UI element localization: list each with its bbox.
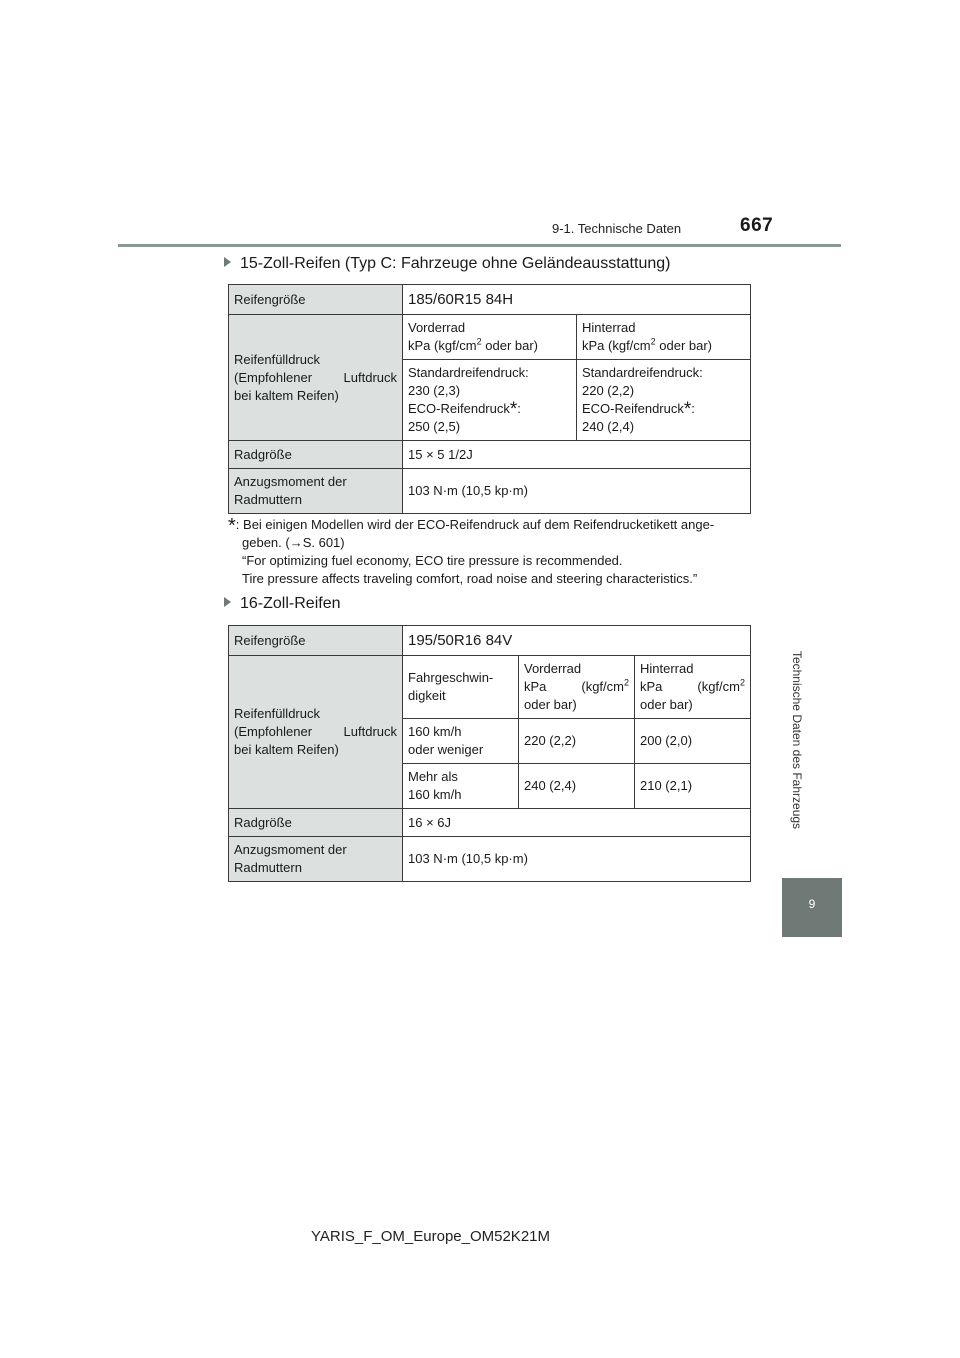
torque-label-line: Radmuttern [234, 492, 302, 507]
pressure-label [229, 315, 403, 441]
speed-value-line: 160 km/h [408, 724, 462, 739]
wheel-size-label: Radgröße [229, 441, 403, 469]
section-heading-15-inch [224, 255, 670, 273]
front-wheel-header-line: Vorderrad [408, 320, 466, 335]
eco-pressure-value: 240 (2,4) [582, 419, 635, 434]
page-number: 667 [740, 215, 774, 236]
triangle-bullet-icon [224, 257, 231, 267]
front-pressure-value: 220 (2,2) [519, 719, 635, 764]
wheel-size-value: 15 × 5 1/2J [403, 441, 751, 469]
colon: : [517, 401, 521, 416]
rear-wheel-header-line: oder bar) [640, 697, 693, 712]
pressure-label-line: (Empfohlener Luftdruck [234, 369, 397, 385]
speed-value [403, 719, 519, 764]
side-tab-label: Technische Daten des Fahrzeugs [790, 650, 804, 830]
front-wheel-header-unit-tail: oder bar) [481, 338, 539, 353]
torque-label-line: Radmuttern [234, 860, 302, 875]
table-row [229, 837, 751, 882]
torque-label-line: Anzugsmoment der [234, 474, 347, 489]
asterisk-marker: * [683, 399, 692, 420]
torque-value: 103 N·m (10,5 kp·m) [403, 469, 751, 514]
speed-value [403, 764, 519, 809]
superscript: 2 [650, 336, 656, 347]
table-row [229, 626, 751, 656]
footnote-asterisk: * [228, 515, 236, 537]
front-wheel-header [403, 315, 577, 360]
rear-wheel-header [635, 656, 751, 719]
footnote-line: geben. (→S. 601) [242, 535, 345, 550]
eco-pressure-label [582, 400, 745, 418]
tire-spec-table-16-inch [228, 625, 751, 882]
front-wheel-header-unit [524, 678, 629, 696]
header-divider [118, 244, 841, 247]
table-row [229, 315, 751, 360]
footnote-line: “For optimizing fuel economy, ECO tire pressure is recommended. [242, 553, 623, 568]
pressure-label-line: bei kaltem Reifen) [234, 742, 339, 757]
asterisk-marker: * [509, 399, 518, 420]
rear-wheel-header [577, 315, 751, 360]
speed-header-line: digkeit [408, 688, 446, 703]
standard-pressure-label: Standardreifendruck: [582, 365, 703, 380]
rear-wheel-header-unit-tail: oder bar) [655, 338, 713, 353]
section-heading-text: 16-Zoll-Reifen [240, 595, 341, 612]
superscript: 2 [623, 677, 629, 688]
pressure-label-line: (Empfohlener Luftdruck [234, 724, 397, 739]
tire-size-value: 185/60R15 84H [403, 285, 751, 315]
side-tab-label-container [783, 604, 811, 876]
standard-pressure-label: Standardreifendruck: [408, 365, 529, 380]
footnote [228, 516, 750, 588]
front-wheel-header-line: oder bar) [524, 697, 577, 712]
tire-spec-table-15-inch [228, 284, 751, 514]
front-wheel-header-unit: kPa (kgf/cm [408, 338, 477, 353]
speed-value-line: 160 km/h [408, 787, 462, 802]
table-row [229, 469, 751, 514]
footnote-text: : Bei einigen Modellen wird der ECO-Reifendruck auf dem Reifendrucketikett ange- [235, 517, 715, 532]
speed-value-line: Mehr als [408, 769, 458, 784]
pressure-label-line: Reifenfülldruck [234, 351, 320, 367]
rear-wheel-header-line: Hinterrad [582, 320, 636, 335]
torque-value: 103 N·m (10,5 kp·m) [403, 837, 751, 882]
footnote-line: Tire pressure affects traveling comfort, road noise and steering characteristics.” [242, 571, 698, 586]
front-wheel-header-line: Vorderrad [524, 661, 582, 676]
table-row [229, 809, 751, 837]
standard-pressure-value: 220 (2,2) [582, 383, 635, 398]
footer-document-id: YARIS_F_OM_Europe_OM52K21M [311, 1228, 550, 1245]
rear-pressure-value: 210 (2,1) [635, 764, 751, 809]
wheel-size-value: 16 × 6J [403, 809, 751, 837]
torque-label-line: Anzugsmoment der [234, 842, 347, 857]
wheel-size-label: Radgröße [229, 809, 403, 837]
torque-label [229, 469, 403, 514]
pressure-label-line: Reifenfülldruck [234, 706, 320, 721]
table-row [229, 285, 751, 315]
speed-header-line: Fahrgeschwin- [408, 670, 494, 685]
torque-label [229, 837, 403, 882]
eco-pressure-label [408, 400, 571, 418]
table-row [229, 656, 751, 719]
superscript: 2 [739, 677, 745, 688]
section-heading-16-inch [224, 595, 340, 613]
front-pressure-value: 240 (2,4) [519, 764, 635, 809]
eco-pressure-value: 250 (2,5) [408, 419, 461, 434]
eco-pressure-label-text: ECO-Reifendruck [408, 401, 510, 416]
section-heading-text: 15-Zoll-Reifen (Typ C: Fahrzeuge ohne Geländeausstattung) [240, 255, 671, 272]
colon: : [691, 401, 695, 416]
rear-pressure-value: 200 (2,0) [635, 719, 751, 764]
chapter-tab[interactable] [782, 878, 842, 937]
rear-wheel-header-unit: kPa (kgf/cm [582, 338, 651, 353]
speed-value-line: oder weniger [408, 742, 484, 757]
front-pressure-values [403, 360, 577, 441]
rear-wheel-header-unit [640, 678, 745, 696]
standard-pressure-value: 230 (2,3) [408, 383, 461, 398]
rear-pressure-values [577, 360, 751, 441]
triangle-bullet-icon [224, 597, 231, 607]
footnote-line [228, 515, 750, 537]
table-row [229, 441, 751, 469]
tire-size-label: Reifengröße [229, 285, 403, 315]
eco-pressure-label-text: ECO-Reifendruck [582, 401, 684, 416]
front-wheel-header [519, 656, 635, 719]
rear-wheel-header-line: Hinterrad [640, 661, 694, 676]
tire-size-value: 195/50R16 84V [403, 626, 751, 656]
front-wheel-header-unit-text: kPa (kgf/cm [524, 679, 624, 694]
chapter-title: 9-1. Technische Daten [552, 221, 682, 236]
pressure-label [229, 656, 403, 809]
superscript: 2 [476, 336, 482, 347]
tire-size-label: Reifengröße [229, 626, 403, 656]
speed-header [403, 656, 519, 719]
pressure-label-line: bei kaltem Reifen) [234, 387, 339, 403]
rear-wheel-header-unit-text: kPa (kgf/cm [640, 679, 740, 694]
chapter-tab-number: 9 [808, 897, 816, 911]
